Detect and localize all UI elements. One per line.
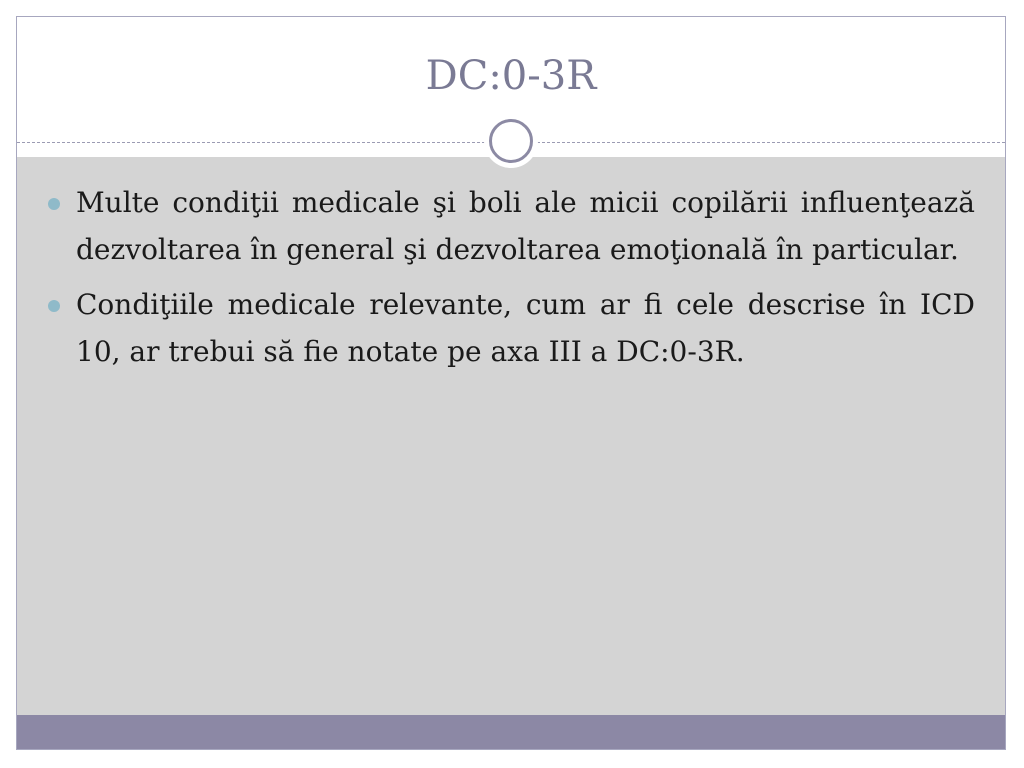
bullet-list — [45, 179, 975, 383]
bullet-dot-icon — [48, 300, 60, 312]
slide — [16, 16, 1006, 750]
slide-title: DC:0-3R — [425, 53, 597, 99]
footer-bar — [17, 715, 1005, 749]
circle-ring-icon — [484, 114, 538, 168]
bullet-item — [45, 179, 975, 273]
bullet-text: Multe condiţii medicale şi boli ale micii copilării influenţează dezvoltarea în general şi dezvoltarea emoţională în particular. — [76, 186, 975, 266]
bullet-dot-icon — [48, 198, 60, 210]
ornament-ring — [489, 119, 533, 163]
bullet-item — [45, 281, 975, 375]
bullet-text: Condiţiile medicale relevante, cum ar fi cele descrise în ICD 10, ar trebui să fie notate pe axa III a DC:0-3R. — [76, 288, 975, 368]
